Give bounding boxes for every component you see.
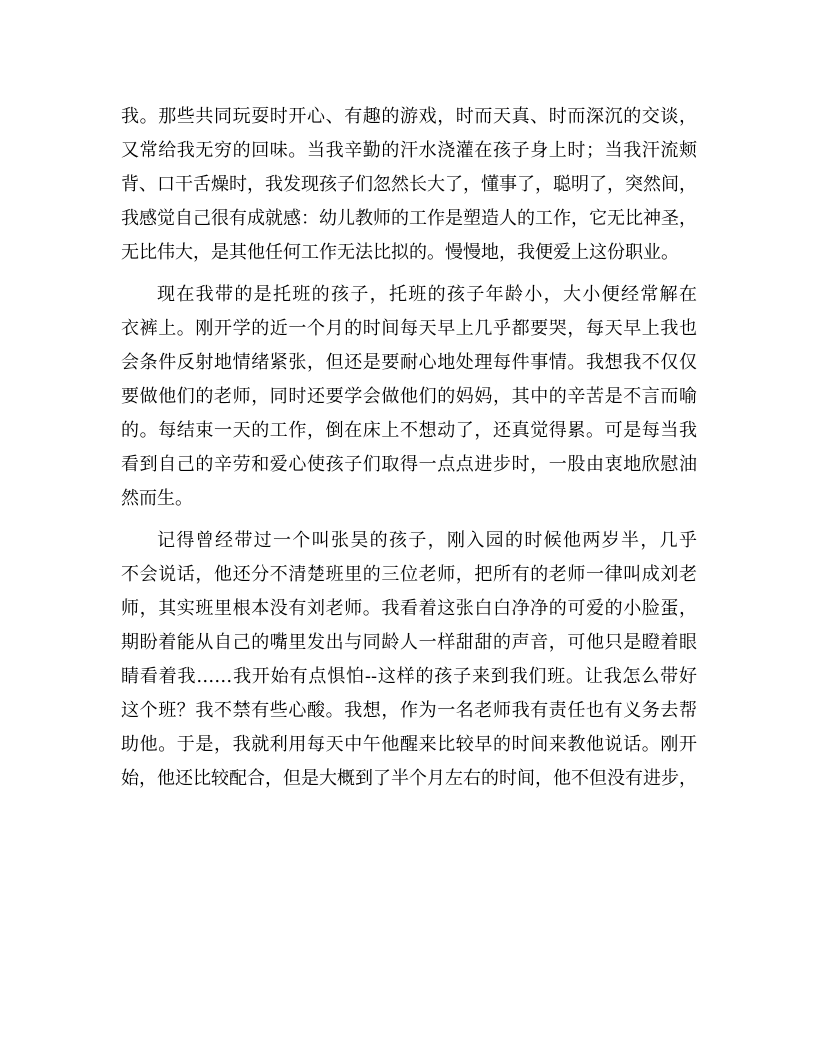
text-line: 我感觉自己很有成就感：幼儿教师的工作是塑造人的工作，它无比神圣， — [121, 208, 697, 229]
paragraph-gap — [121, 516, 697, 524]
text-line: 然而生。 — [121, 488, 193, 509]
text-line: 看到自己的辛劳和爱心使孩子们取得一点点进步时，一股由衷地欣慰油 — [121, 454, 697, 475]
text-line: 师，其实班里根本没有刘老师。我看着这张白白净净的可爱的小脸蛋， — [121, 598, 697, 619]
text-line: 又常给我无穷的回味。当我辛勤的汗水浇灌在孩子身上时；当我汗流颊 — [121, 140, 697, 161]
text-line: 要做他们的老师，同时还要学会做他们的妈妈，其中的辛苦是不言而喻 — [121, 386, 697, 407]
text-line: 的。每结束一天的工作，倒在床上不想动了，还真觉得累。可是每当我 — [121, 420, 697, 441]
text-line: 助他。于是，我就利用每天中午他醒来比较早的时间来教他说话。刚开 — [121, 734, 697, 755]
paragraph — [121, 524, 697, 796]
paragraph — [121, 100, 697, 270]
text-line: 不会说话，他还分不清楚班里的三位老师，把所有的老师一律叫成刘老 — [121, 564, 697, 585]
text-line: 现在我带的是托班的孩子，托班的孩子年龄小，大小便经常解在 — [157, 284, 697, 305]
text-line: 记得曾经带过一个叫张昊的孩子，刚入园的时候他两岁半，几乎 — [157, 530, 697, 551]
text-line: 这个班？我不禁有些心酸。我想，作为一名老师我有责任也有义务去帮 — [121, 700, 697, 721]
paragraph-gap — [121, 270, 697, 278]
text-line: 无比伟大，是其他任何工作无法比拟的。慢慢地，我便爱上这份职业。 — [121, 242, 679, 263]
text-line: 始，他还比较配合，但是大概到了半个月左右的时间，他不但没有进步， — [121, 768, 697, 789]
text-line: 我。那些共同玩耍时开心、有趣的游戏，时而天真、时而深沉的交谈， — [121, 106, 697, 127]
text-line: 会条件反射地情绪紧张，但还是要耐心地处理每件事情。我想我不仅仅 — [121, 352, 697, 373]
text-line: 期盼着能从自己的嘴里发出与同龄人一样甜甜的声音，可他只是瞪着眼 — [121, 632, 697, 653]
body-text — [121, 100, 697, 796]
text-line: 睛看着我……我开始有点惧怕--这样的孩子来到我们班。让我怎么带好 — [121, 666, 697, 687]
text-line: 衣裤上。刚开学的近一个月的时间每天早上几乎都要哭，每天早上我也 — [121, 318, 697, 339]
paragraph — [121, 278, 697, 516]
text-line: 背、口干舌燥时，我发现孩子们忽然长大了，懂事了，聪明了，突然间， — [121, 174, 697, 195]
